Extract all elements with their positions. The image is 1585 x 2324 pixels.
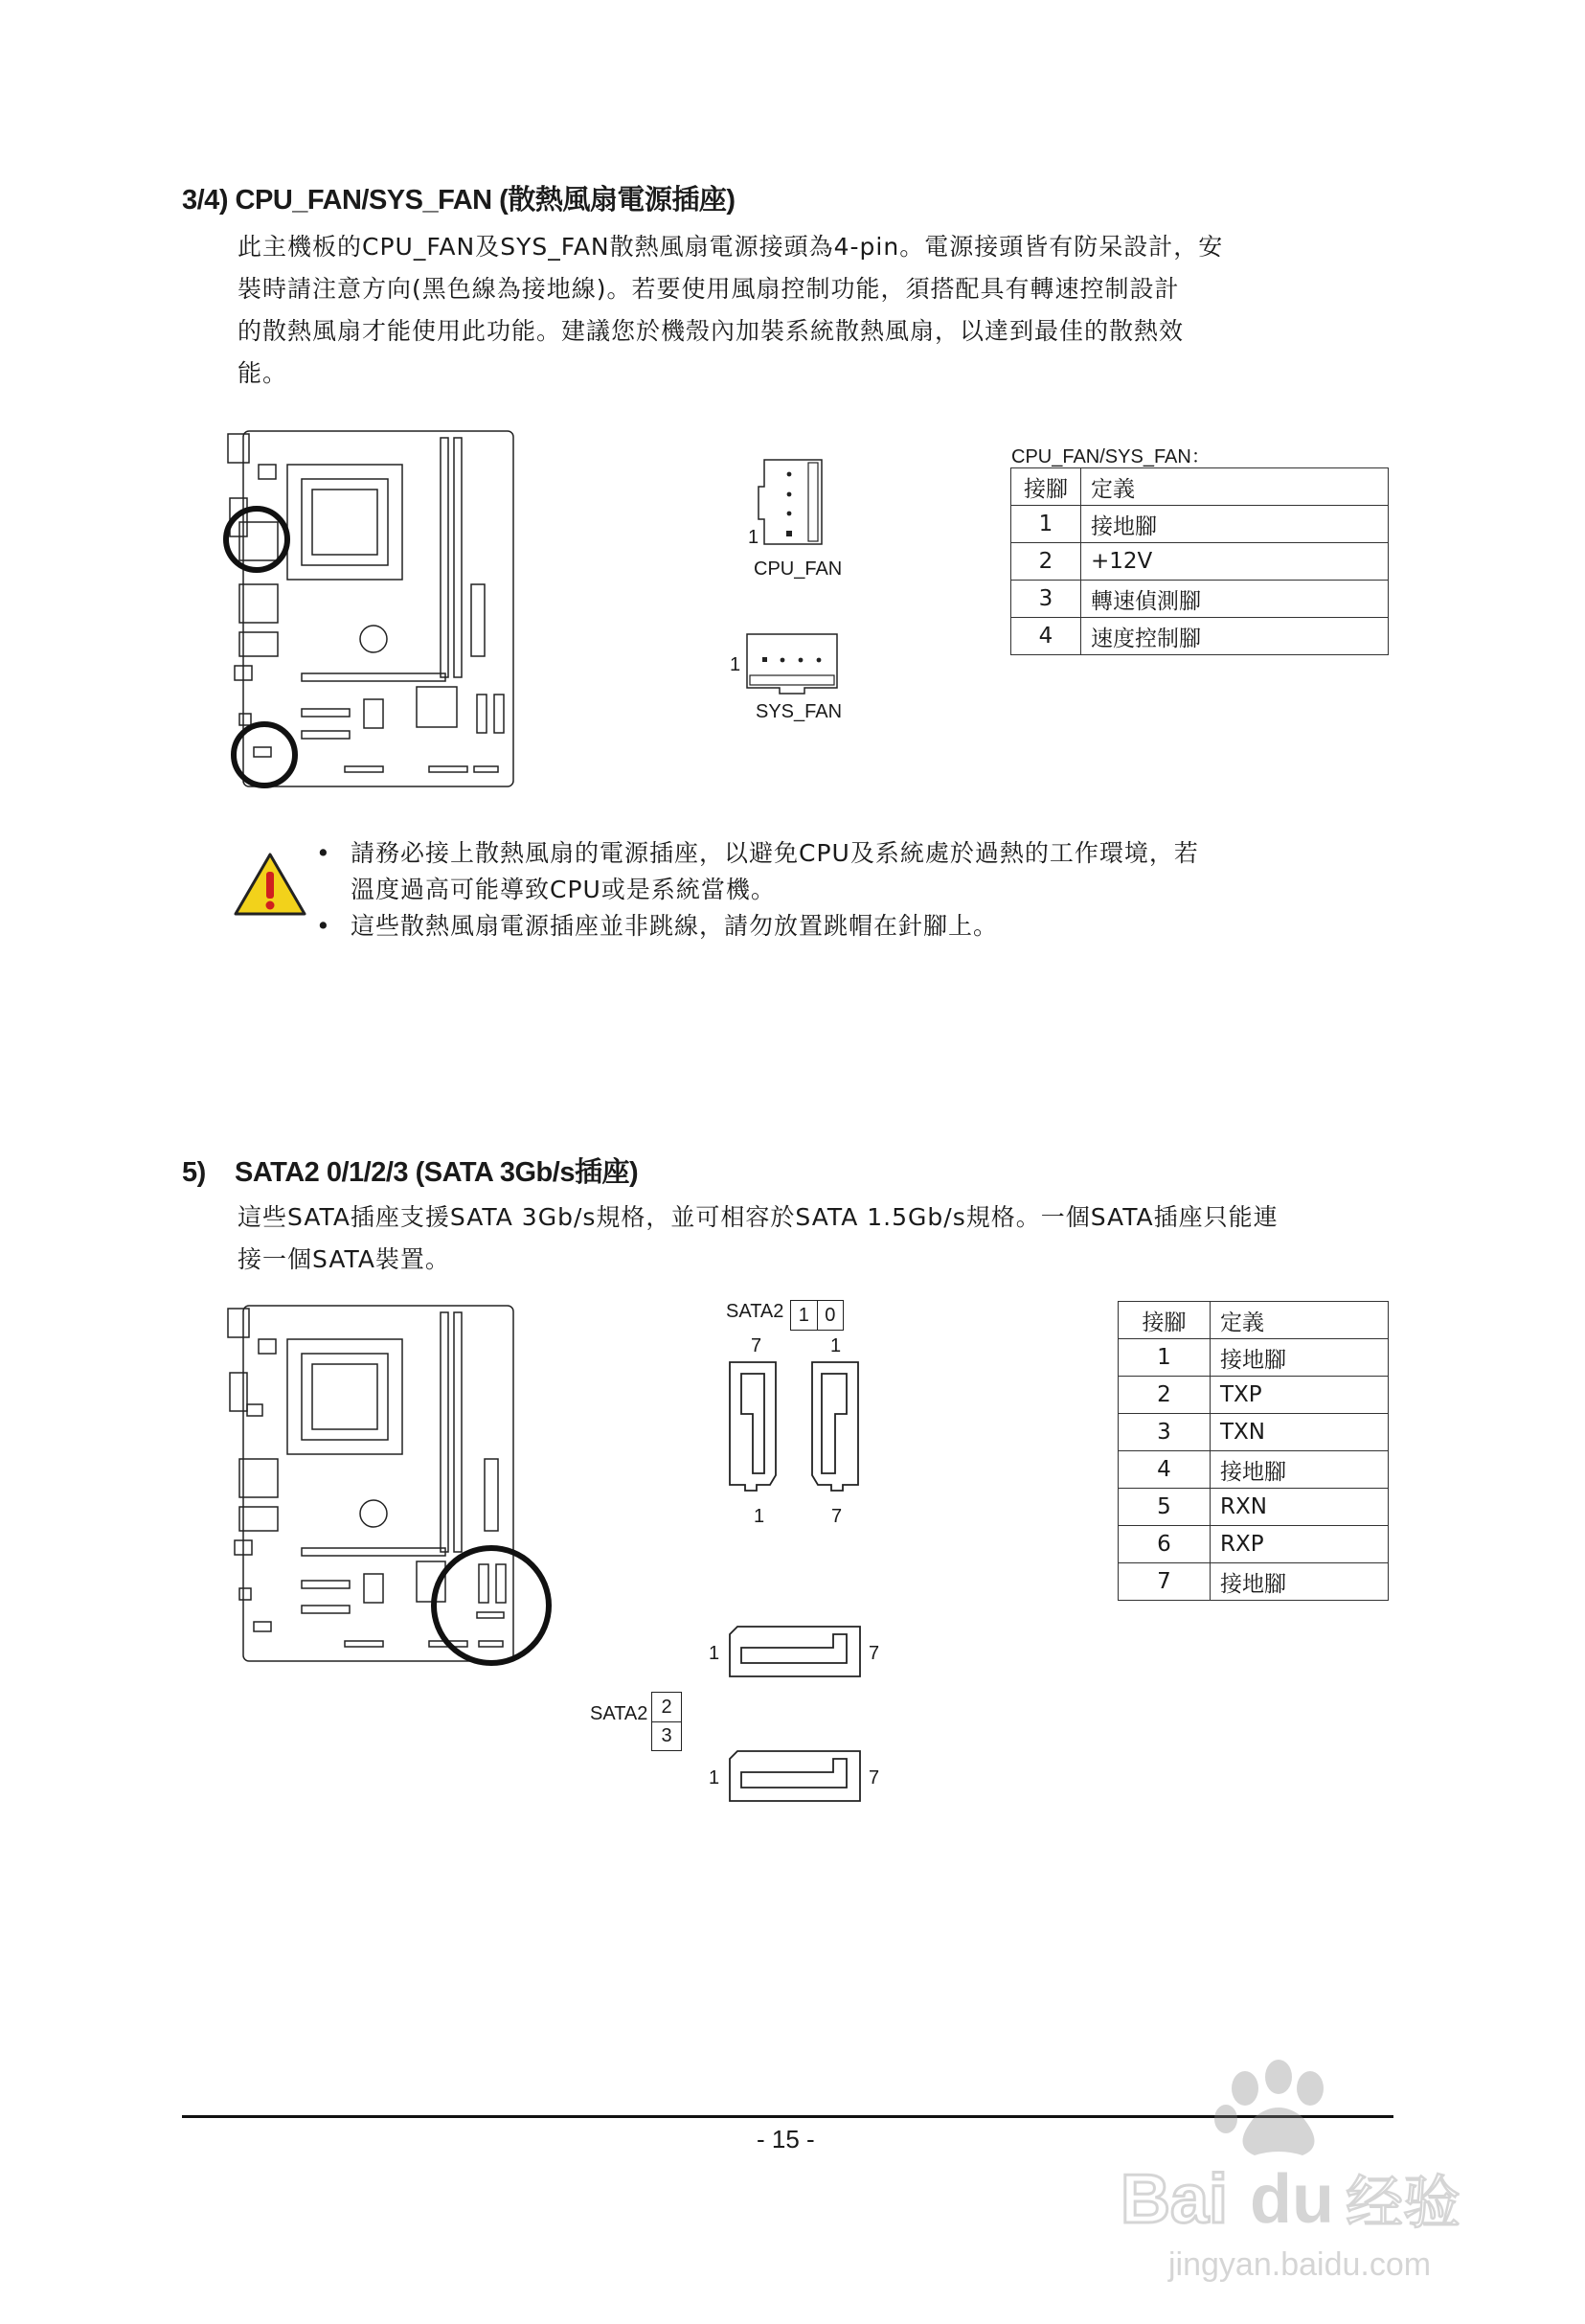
- table-header-row: [1011, 468, 1389, 506]
- sata-label: SATA2: [590, 1703, 648, 1724]
- pin-definition: +12V: [1081, 543, 1389, 581]
- pin-seven-marker: 7: [869, 1767, 880, 1789]
- table-row: [1119, 1339, 1389, 1377]
- section-heading-fan: 3/4) CPU_FAN/SYS_FAN (散熱風扇電源插座): [182, 185, 736, 216]
- table-row: [1119, 1377, 1389, 1414]
- table-header-cell: 定義: [1081, 468, 1389, 506]
- paragraph-line: 這些SATA插座支援SATA 3Gb/s規格，並可相容於SATA 1.5Gb/s規格。一個SATA插座只能連: [238, 1203, 1279, 1231]
- pin-definition: 接地腳: [1081, 506, 1389, 543]
- table-row: [1119, 1414, 1389, 1451]
- sata-port-index: 0: [825, 1305, 836, 1326]
- section-heading-sata: 5) SATA2 0/1/2/3 (SATA 3Gb/s插座): [182, 1157, 639, 1188]
- sata-label: SATA2: [726, 1301, 784, 1322]
- svg-text:du: du: [1250, 2161, 1334, 2238]
- warning-line: 請務必接上散熱風扇的電源插座，以避免CPU及系統處於過熱的工作環境，若: [351, 839, 1199, 867]
- warning-item: [316, 908, 1398, 945]
- table-header-cell: 接腳: [1119, 1302, 1211, 1339]
- paragraph-line: 此主機板的CPU_FAN及SYS_FAN散熱風扇電源接頭為4-pin。電源接頭皆有防呆設計，安: [238, 233, 1224, 261]
- pin-number: 2: [1011, 543, 1081, 581]
- warning-item: [316, 835, 1398, 908]
- table-row: [1119, 1451, 1389, 1489]
- pin-definition: 速度控制腳: [1081, 618, 1389, 655]
- table-header-cell: 接腳: [1011, 468, 1081, 506]
- baidu-watermark-logo: [1111, 2060, 1494, 2290]
- pin-one-marker: 1: [754, 1506, 765, 1527]
- cpu-fan-connector-diagram: [755, 458, 831, 554]
- pin-definition: RXN: [1211, 1489, 1389, 1526]
- pin-number: 7: [1119, 1563, 1211, 1601]
- table-row: [1011, 581, 1389, 618]
- svg-text:Bai: Bai: [1121, 2161, 1229, 2238]
- bullet-icon: •: [316, 912, 331, 940]
- sata-pin-table: [1118, 1301, 1389, 1601]
- pin-one-marker: 1: [709, 1643, 720, 1664]
- paragraph-line: 能。: [238, 359, 288, 387]
- svg-text:jingyan.baidu.com: jingyan.baidu.com: [1168, 2246, 1432, 2283]
- page-number: - 15 -: [757, 2125, 815, 2153]
- warning-line: 溫度過高可能導致CPU或是系統當機。: [351, 876, 776, 903]
- fan-pin-table: [1010, 467, 1389, 655]
- table-row: [1011, 506, 1389, 543]
- pin-number: 3: [1011, 581, 1081, 618]
- table-row: [1119, 1526, 1389, 1563]
- pin-one-marker: 1: [748, 527, 759, 548]
- table-header-row: [1119, 1302, 1389, 1339]
- paragraph-line: 裝時請注意方向(黑色線為接地線)。若要使用風扇控制功能，須搭配具有轉速控制設計: [238, 275, 1180, 303]
- sata-description: [238, 1196, 1396, 1281]
- table-row: [1119, 1563, 1389, 1601]
- motherboard-layout-diagram: [220, 1301, 565, 1684]
- pin-one-marker: 1: [830, 1335, 842, 1356]
- sys-fan-connector-diagram: [745, 632, 841, 699]
- paragraph-line: 的散熱風扇才能使用此功能。建議您於機殼內加裝系統散熱風扇，以達到最佳的散熱效: [238, 317, 1185, 345]
- pin-definition: 接地腳: [1211, 1339, 1389, 1377]
- sata-port-index: 3: [661, 1725, 672, 1746]
- pin-one-marker: 1: [709, 1767, 720, 1789]
- pin-number: 3: [1119, 1414, 1211, 1451]
- sata-port-index-box: [651, 1692, 682, 1751]
- sata-port-index-box: [790, 1300, 844, 1331]
- pin-number: 1: [1011, 506, 1081, 543]
- fan-description: [238, 226, 1387, 395]
- warning-icon: [233, 851, 307, 918]
- pin-definition: TXP: [1211, 1377, 1389, 1414]
- cpu-fan-label: CPU_FAN: [754, 558, 843, 580]
- sata-horizontal-connector-diagram: [728, 1625, 862, 1680]
- bullet-icon: •: [316, 839, 331, 867]
- paragraph-line: 接一個SATA裝置。: [238, 1245, 450, 1273]
- pin-number: 5: [1119, 1489, 1211, 1526]
- pin-definition: RXP: [1211, 1526, 1389, 1563]
- motherboard-layout-diagram: [220, 426, 527, 800]
- pin-number: 1: [1119, 1339, 1211, 1377]
- table-header-cell: 定義: [1211, 1302, 1389, 1339]
- sys-fan-label: SYS_FAN: [756, 701, 843, 722]
- pin-seven-marker: 7: [869, 1643, 880, 1664]
- pin-number: 4: [1011, 618, 1081, 655]
- pin-number: 4: [1119, 1451, 1211, 1489]
- svg-text:经验: 经验: [1346, 2170, 1460, 2237]
- pin-number: 2: [1119, 1377, 1211, 1414]
- pin-number: 6: [1119, 1526, 1211, 1563]
- sata-vertical-connectors-diagram: [728, 1360, 862, 1504]
- table-row: [1011, 618, 1389, 655]
- pin-definition: 接地腳: [1211, 1451, 1389, 1489]
- warning-line: 這些散熱風扇電源插座並非跳線，請勿放置跳帽在針腳上。: [351, 912, 999, 940]
- pin-seven-marker: 7: [831, 1506, 843, 1527]
- pin-definition: 接地腳: [1211, 1563, 1389, 1601]
- pin-one-marker: 1: [730, 654, 741, 675]
- pin-definition: 轉速偵測腳: [1081, 581, 1389, 618]
- sata-horizontal-connector-diagram: [728, 1749, 862, 1805]
- pin-definition: TXN: [1211, 1414, 1389, 1451]
- sata-highlight-circle: [434, 1548, 549, 1663]
- sata-port-index: 1: [791, 1301, 818, 1330]
- paw-icon: [1111, 2060, 1494, 2290]
- table-row: [1011, 543, 1389, 581]
- fan-table-title: CPU_FAN/SYS_FAN：: [1011, 446, 1211, 467]
- pin-seven-marker: 7: [751, 1335, 762, 1356]
- warning-list: [316, 835, 1398, 945]
- sata-port-index: 2: [652, 1693, 681, 1722]
- table-row: [1119, 1489, 1389, 1526]
